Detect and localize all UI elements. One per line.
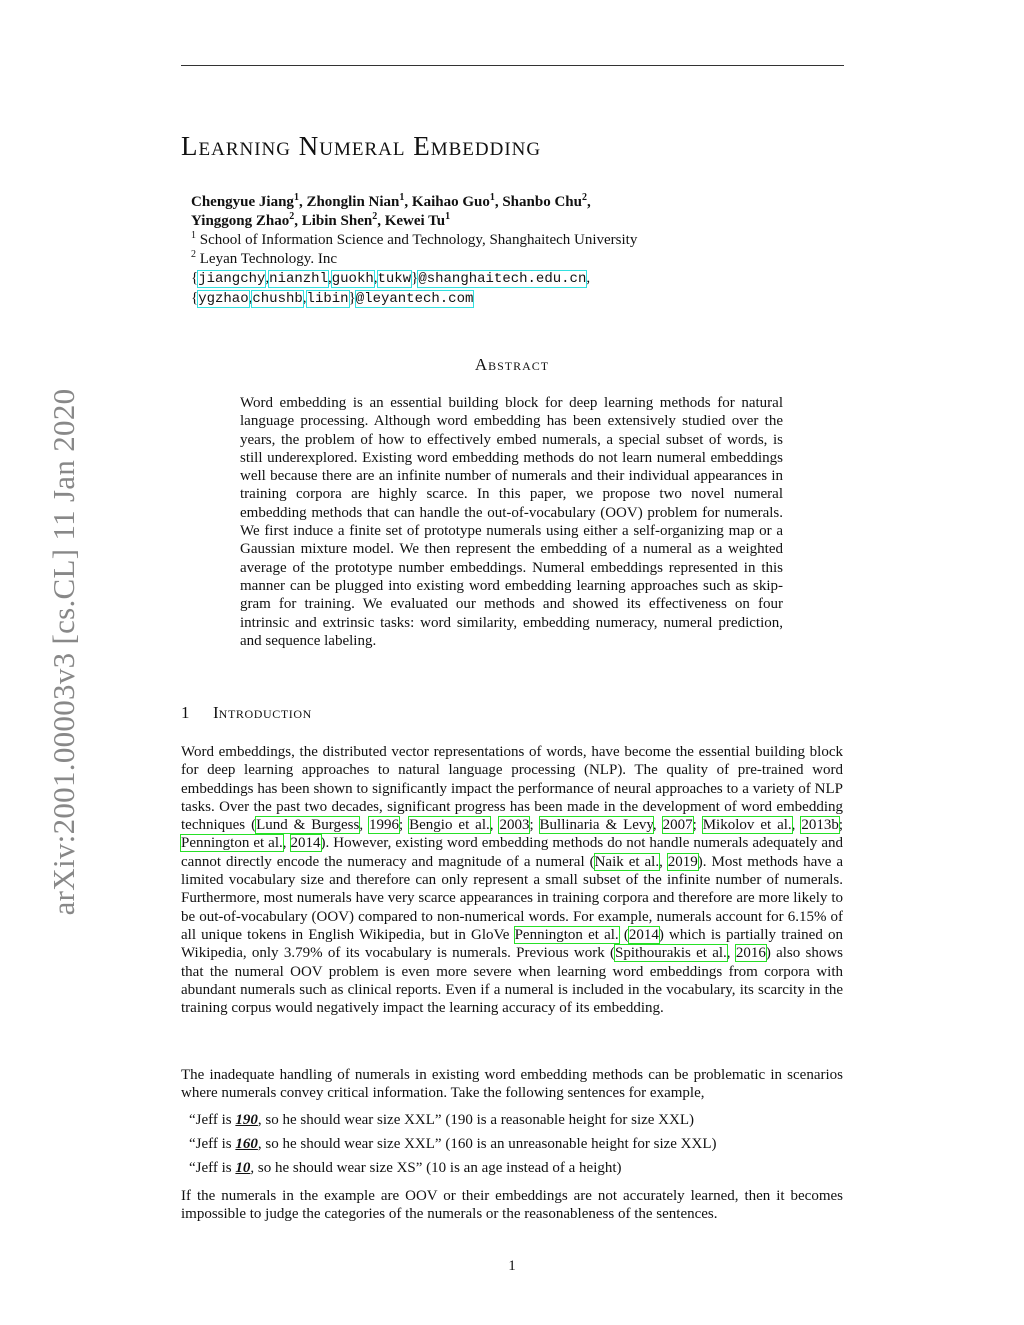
citation-year-link[interactable]: 2016 [735, 945, 766, 962]
title-initial-1: L [181, 131, 199, 161]
title-initial-2: N [298, 131, 320, 161]
author-name: Kewei Tu [384, 213, 446, 229]
citation-link[interactable]: Naik et al. [594, 853, 660, 870]
author-affil-mark: 2 [581, 192, 587, 203]
citation-link[interactable]: Bengio et al. [409, 817, 490, 834]
author-name: Kaihao Guo [411, 194, 490, 210]
affiliation-1 [191, 231, 637, 250]
example-numeral: 10 [235, 1160, 251, 1176]
text-run: , [652, 817, 663, 834]
author-affil-mark: 2 [289, 211, 295, 222]
section-heading-initial: I [213, 703, 219, 722]
citation-year-link[interactable]: 2003 [499, 817, 530, 834]
email-link[interactable]: tukw [377, 271, 412, 287]
citation-link[interactable]: Lund & Burgess [256, 817, 360, 834]
author-name: Shanbo Chu [502, 194, 582, 210]
text-run: ( [618, 926, 629, 943]
author-affil-mark: 1 [399, 192, 405, 203]
section-heading-rest: ntroduction [218, 703, 312, 722]
author-affil-mark: 2 [372, 211, 378, 222]
abstract-text: Word embedding is an essential building block for deep learning methods for natural language processing. Although word embedding has been extensively studied over the years, the problem of how to effectively embed numerals, a special subset of words, is still underexplored. Existing word embedding methods do not learn numeral embeddings well because there are an infinite number of numerals and their individual appearances in training corpora are highly scarce. In this paper, we propose two novel numeral embedding methods that can handle the out-of-vocabulary (OOV) problem for numerals. We first induce a finite set of prototype numerals using either a self-organizing map or a Gaussian mixture model. We then represent the embedding of a numeral as a weighted average of the prototype number embeddings. Numeral embeddings represented in this manner can be plugged into existing word embedding learning approaches such as skip-gram for training. We evaluated our methods and showed its effectiveness on four intrinsic and extrinsic tasks: word similarity, embedding numeracy, numeral prediction, and sequence labeling. [240, 395, 783, 649]
text-run: , [726, 945, 736, 962]
author-name: Zhonglin Nian [306, 194, 400, 210]
affiliation-2 [191, 250, 637, 269]
email-link[interactable]: nianzhl [269, 271, 328, 287]
example-sentence [189, 1112, 694, 1129]
intro-paragraph-1 [181, 743, 843, 1017]
email-domain-link[interactable]: @leyantech.com [355, 291, 474, 307]
citation-year-link[interactable]: 2007 [662, 817, 693, 834]
citation-link[interactable]: Mikolov et al. [702, 817, 792, 834]
text-run: ) also shows that the numeral OOV problem is even more severe when learning word embeddings from corpora with abundant numerals such as clinical reports. Even if a numeral is included in the vocabulary, its scarcity in the training corpus would negatively impact the learning accuracy of its embedding. [181, 945, 844, 1017]
example-numeral: 190 [235, 1112, 258, 1128]
author-line-1: Chengyue Jiang$^1$, Zhonglin Nian$^1$, Kaihao Guo$^1$, Shanbo Chu$^2$, [191, 192, 591, 210]
author-name: Chengyue Jiang [191, 194, 294, 210]
affiliation-mark: 1 [191, 230, 196, 241]
text-run: , [359, 817, 370, 834]
example-sentence [189, 1160, 622, 1177]
text-run: ) which is partially trained on Wikipedia, only 3.79% of its vocabulary is numerals. Previous work ( [181, 926, 843, 962]
text-run: ; [838, 817, 844, 834]
citation-year-link[interactable]: 1996 [369, 817, 400, 834]
email-link[interactable]: ygzhao [198, 291, 249, 307]
email-domain-link[interactable]: @shanghaitech.edu.cn [418, 271, 587, 287]
email-line-2: {ygzhao,chushb,libin}@leyantech.com [191, 290, 474, 307]
text-run: ; [692, 817, 703, 834]
text-run: , [282, 835, 291, 852]
abstract-heading-initial: A [474, 355, 489, 374]
abstract-heading-rest: bstract [488, 355, 550, 374]
arxiv-identifier: arXiv:2001.00003v3 [cs.CL] 11 Jan 2020 [46, 388, 81, 916]
example-suffix: , so he should wear size XXL” (190 is a reasonable height for size XXL) [257, 1112, 695, 1128]
text-run: ; [399, 817, 410, 834]
section-number: 1 [181, 703, 190, 722]
author-affil-mark: 1 [293, 192, 299, 203]
title-initial-3: E [413, 131, 431, 161]
example-suffix: , so he should wear size XXL” (160 is an unreasonable height for size XXL) [257, 1136, 717, 1152]
citation-year-link[interactable]: 2014 [290, 835, 321, 852]
email-link[interactable]: jiangchy [198, 271, 266, 287]
title-word-3: mbedding [430, 131, 542, 161]
section-heading-introduction [181, 703, 312, 723]
citation-link[interactable]: Pennington et al. [514, 926, 619, 943]
text-run: Word embeddings, the distributed vector representations of words, have become the essential building block for deep learning approaches to natural language processing (NLP). The quality of pre-trained word embeddings has been shown to significantly impact the performance of neural approaches to a variety of NLP tasks. Over the past two decades, significant progress has been made in the development of word embedding techniques ( [181, 744, 843, 834]
example-numeral: 160 [235, 1136, 258, 1152]
citation-year-link[interactable]: 2019 [667, 853, 698, 870]
title-word-2: umeral [319, 131, 406, 161]
author-name: Yinggong Zhao [191, 213, 290, 229]
title-word-1: earning [198, 131, 291, 161]
abstract-heading [0, 355, 1024, 375]
example-prefix: “Jeff is [189, 1160, 236, 1176]
author-line-2: Yinggong Zhao$^2$, Libin Shen$^2$, Kewei Tu$^1$ [191, 211, 451, 229]
author-affil-mark: 1 [489, 192, 495, 203]
email-link[interactable]: libin [306, 291, 349, 307]
citation-link[interactable]: Bullinaria & Levy [539, 817, 653, 834]
page-number: 1 [508, 1258, 516, 1274]
header-rule [181, 65, 844, 66]
author-block [191, 193, 637, 309]
author-affil-mark: 1 [445, 211, 451, 222]
email-link[interactable]: guokh [331, 271, 374, 287]
intro-paragraph-3: If the numerals in the example are OOV or their embeddings are not accurately learned, then it becomes impossible to judge the categories of the numerals or the reasonableness of the sentences. [181, 1188, 843, 1223]
paper-title [181, 131, 541, 162]
affiliation-mark: 2 [191, 249, 196, 260]
text-run: , [489, 817, 500, 834]
affiliation-text: School of Information Science and Technology, Shanghaitech University [199, 232, 638, 248]
intro-paragraph-2: The inadequate handling of numerals in existing word embedding methods can be problematic in scenarios where numerals convey critical information. Take the following sentences for example, [181, 1067, 843, 1102]
example-prefix: “Jeff is [189, 1136, 236, 1152]
text-run: , [791, 817, 802, 834]
example-sentence [189, 1136, 717, 1153]
text-run: , [659, 853, 668, 870]
email-link[interactable]: chushb [252, 291, 303, 307]
citation-year-link[interactable]: 2014 [628, 926, 659, 943]
author-name: Libin Shen [301, 213, 373, 229]
affiliation-text: Leyan Technology. Inc [199, 251, 337, 267]
text-run: ). However, existing word embedding methods do not handle numerals adequately and cannot directly encode the numeracy and magnitude of a numeral ( [181, 835, 843, 870]
citation-link[interactable]: Spithourakis et al. [615, 945, 727, 962]
example-suffix: , so he should wear size XS” (10 is an age instead of a height) [250, 1160, 622, 1176]
email-line-1: {jiangchy,nianzhl,guokh,tukw}@shanghaitech.edu.cn, [191, 270, 591, 287]
citation-year-link[interactable]: 2013b [801, 817, 839, 834]
text-run: ; [529, 817, 540, 834]
example-prefix: “Jeff is [189, 1112, 236, 1128]
text-run: ). Most methods have a limited vocabulary size and therefore can only represent a small subset of the infinite number of numerals. Furthermore, most numerals have very scarce appearances in training corpora and therefore are more likely to be out-of-vocabulary (OOV) compared to non-numerical words. For example, numerals account for 6.15% of all unique tokens in English Wikipedia, but in GloVe [181, 853, 844, 943]
citation-link[interactable]: Pennington et al. [181, 835, 283, 852]
